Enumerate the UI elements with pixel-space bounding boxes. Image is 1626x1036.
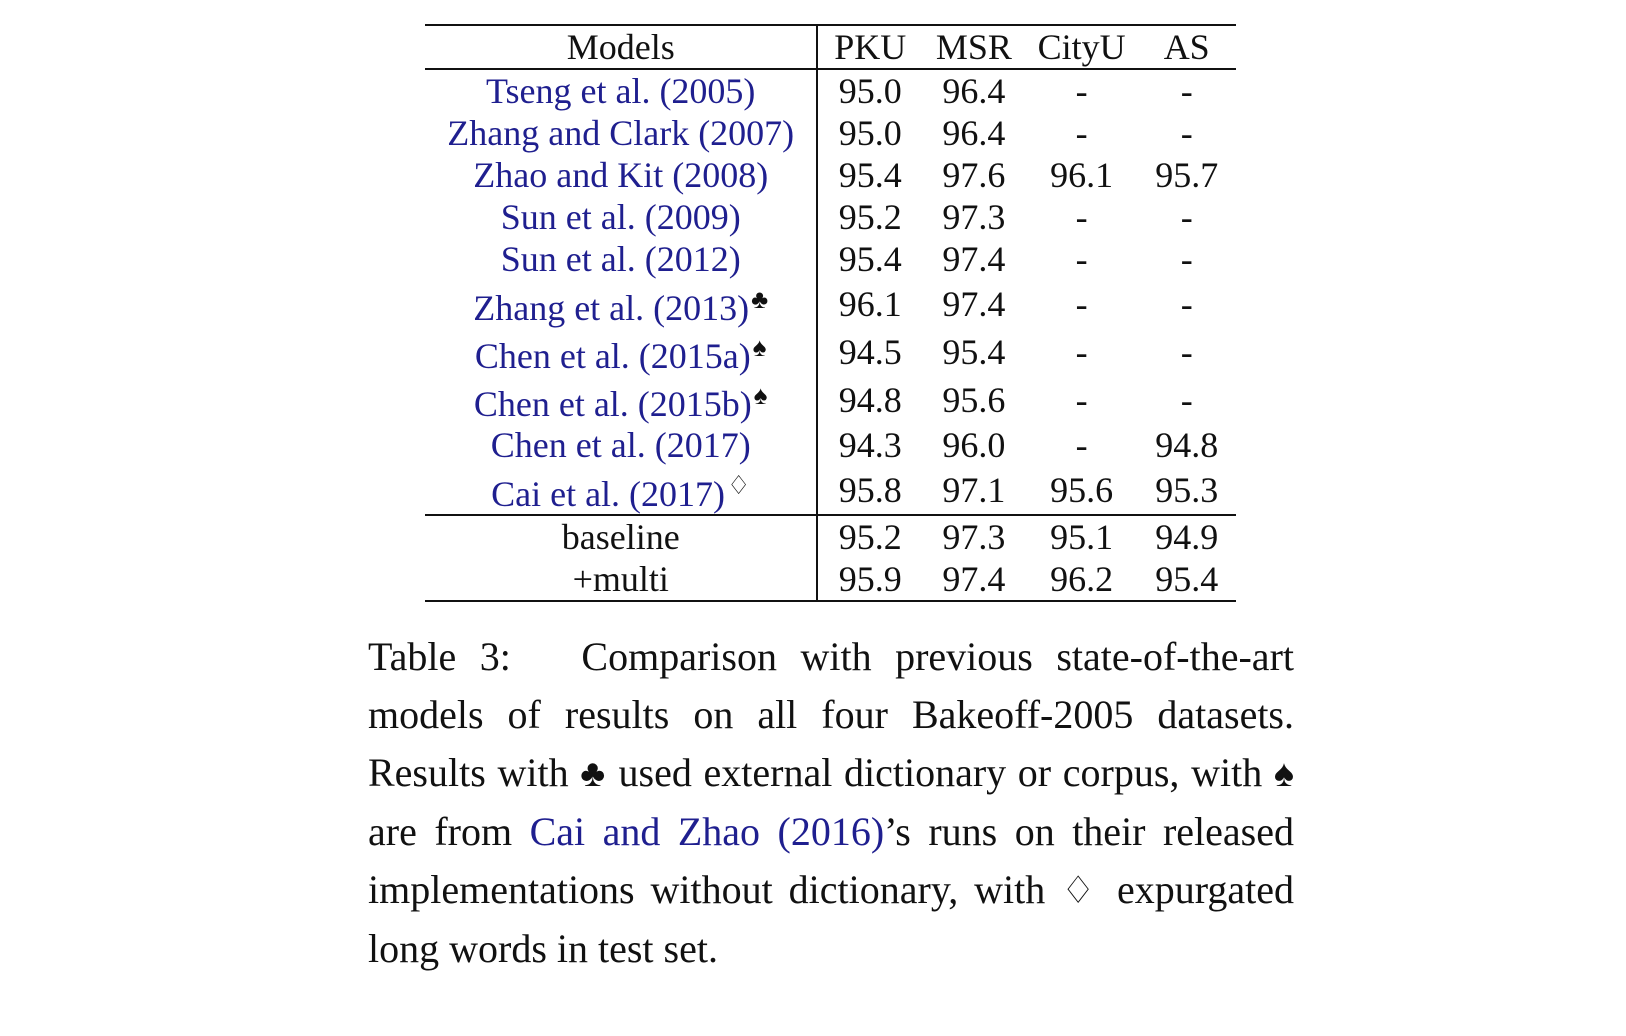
table-row	[425, 196, 1236, 238]
cityu-cell: 96.1	[1050, 155, 1114, 195]
caption-text-1: Comparison with previous state-of-the-art models of results on all four Bakeoff-2005 datasets. Results with	[368, 634, 1294, 795]
pku-cell: 95.0	[838, 113, 902, 153]
msr-cell-best: 97.6	[942, 155, 1006, 195]
table-row	[425, 69, 1236, 112]
citation-link[interactable]: Chen et al. (2015a)	[474, 336, 751, 376]
msr-cell: 96.4	[942, 113, 1006, 153]
msr-cell: 97.4	[942, 239, 1006, 279]
model-cell	[425, 328, 817, 376]
pku-cell: 96.1	[838, 284, 902, 324]
spade-icon: ♠	[1273, 753, 1295, 795]
citation-link[interactable]: Tseng et al. (2005)	[486, 71, 756, 111]
header-cityu: CityU	[1037, 27, 1126, 67]
table-row	[425, 112, 1236, 154]
cityu-cell: -	[1075, 71, 1088, 111]
as-cell: -	[1180, 197, 1193, 237]
cityu-cell: 95.1	[1050, 517, 1114, 557]
model-cell	[425, 238, 817, 280]
citation-link[interactable]: Zhao and Kit (2008)	[473, 155, 769, 195]
msr-cell: 97.3	[942, 517, 1006, 557]
table-row	[425, 466, 1236, 515]
header-pku: PKU	[834, 27, 907, 67]
caption-text-4: ’s runs on their released implementations without dictionary, with	[368, 809, 1294, 912]
cityu-cell: -	[1075, 113, 1088, 153]
cityu-cell-best: 96.2	[1050, 559, 1114, 599]
caption-citation-link[interactable]: Cai and Zhao (2016)	[529, 809, 885, 854]
table-caption	[368, 628, 1294, 978]
pku-cell: 95.2	[838, 517, 902, 557]
header-models: Models	[425, 25, 817, 69]
citation-link[interactable]: Chen et al. (2015b)	[473, 384, 752, 424]
model-cell-multi: +multi	[425, 558, 817, 601]
msr-cell: 97.4	[942, 284, 1006, 324]
model-cell	[425, 424, 817, 466]
pku-cell: 95.4	[838, 155, 902, 195]
model-cell	[425, 466, 817, 515]
table-row	[425, 328, 1236, 376]
caption-label: Table 3:	[368, 634, 511, 679]
table-row	[425, 154, 1236, 196]
msr-cell: 97.4	[942, 559, 1006, 599]
msr-cell: 96.0	[942, 425, 1006, 465]
citation-link[interactable]: Zhang et al. (2013)	[473, 288, 750, 328]
header-msr: MSR	[935, 27, 1012, 67]
results-table	[425, 24, 1236, 602]
pku-cell: 95.0	[838, 71, 902, 111]
citation-link[interactable]: Zhang and Clark (2007)	[447, 113, 795, 153]
as-cell: -	[1180, 71, 1193, 111]
diamond-icon: ♢	[727, 471, 751, 500]
cityu-cell: -	[1075, 380, 1088, 420]
results-table-container	[425, 24, 1236, 602]
citation-link[interactable]: Sun et al. (2009)	[500, 197, 741, 237]
prior-results-body	[425, 69, 1236, 515]
pku-cell: 95.4	[838, 239, 902, 279]
table-row	[425, 376, 1236, 424]
as-cell: -	[1180, 113, 1193, 153]
as-cell: 95.3	[1155, 470, 1219, 510]
cityu-cell: -	[1075, 239, 1088, 279]
citation-link[interactable]: Cai et al. (2017)	[491, 474, 726, 514]
table-row	[425, 558, 1236, 601]
caption-text-3: are from	[368, 809, 513, 854]
pku-cell-best: 95.9	[838, 559, 902, 599]
model-cell	[425, 196, 817, 238]
model-cell	[425, 154, 817, 196]
as-cell: -	[1180, 380, 1193, 420]
table-row	[425, 238, 1236, 280]
pku-cell: 94.5	[838, 332, 902, 372]
pku-cell: 94.8	[838, 380, 902, 420]
pku-cell: 95.8	[838, 470, 902, 510]
caption-text-5: expurgated long words in test set.	[368, 867, 1294, 971]
diamond-icon: ♢	[1061, 870, 1102, 912]
cityu-cell: -	[1075, 197, 1088, 237]
model-cell	[425, 69, 817, 112]
cityu-cell: -	[1075, 284, 1088, 324]
msr-cell: 97.1	[942, 470, 1006, 510]
msr-cell: 95.6	[942, 380, 1006, 420]
as-cell: 94.8	[1155, 425, 1219, 465]
caption-text-2: used external dictionary or corpus, with	[618, 750, 1263, 795]
spade-icon: ♠	[753, 381, 768, 410]
msr-cell: 95.4	[942, 332, 1006, 372]
msr-cell: 97.3	[942, 197, 1006, 237]
citation-link[interactable]: Chen et al. (2017)	[490, 425, 751, 465]
as-cell: -	[1180, 239, 1193, 279]
header-as: AS	[1163, 27, 1210, 67]
model-cell-baseline: baseline	[425, 515, 817, 558]
header-row	[425, 25, 1236, 69]
spade-icon: ♠	[752, 333, 767, 362]
table-row	[425, 424, 1236, 466]
as-cell: -	[1180, 284, 1193, 324]
pku-cell: 94.3	[838, 425, 902, 465]
citation-link[interactable]: Sun et al. (2012)	[500, 239, 741, 279]
as-cell: 94.9	[1155, 517, 1219, 557]
msr-cell: 96.4	[942, 71, 1006, 111]
cityu-cell: -	[1075, 332, 1088, 372]
model-cell	[425, 280, 817, 328]
as-cell: 95.4	[1155, 559, 1219, 599]
table-row	[425, 515, 1236, 558]
as-cell: -	[1180, 332, 1193, 372]
model-cell	[425, 376, 817, 424]
model-cell	[425, 112, 817, 154]
as-cell-best: 95.7	[1155, 155, 1219, 195]
club-icon: ♣	[751, 285, 769, 314]
cityu-cell: 95.6	[1050, 470, 1114, 510]
our-results-body	[425, 515, 1236, 601]
pku-cell: 95.2	[838, 197, 902, 237]
club-icon: ♣	[580, 753, 607, 795]
table-row	[425, 280, 1236, 328]
cityu-cell: -	[1075, 425, 1088, 465]
